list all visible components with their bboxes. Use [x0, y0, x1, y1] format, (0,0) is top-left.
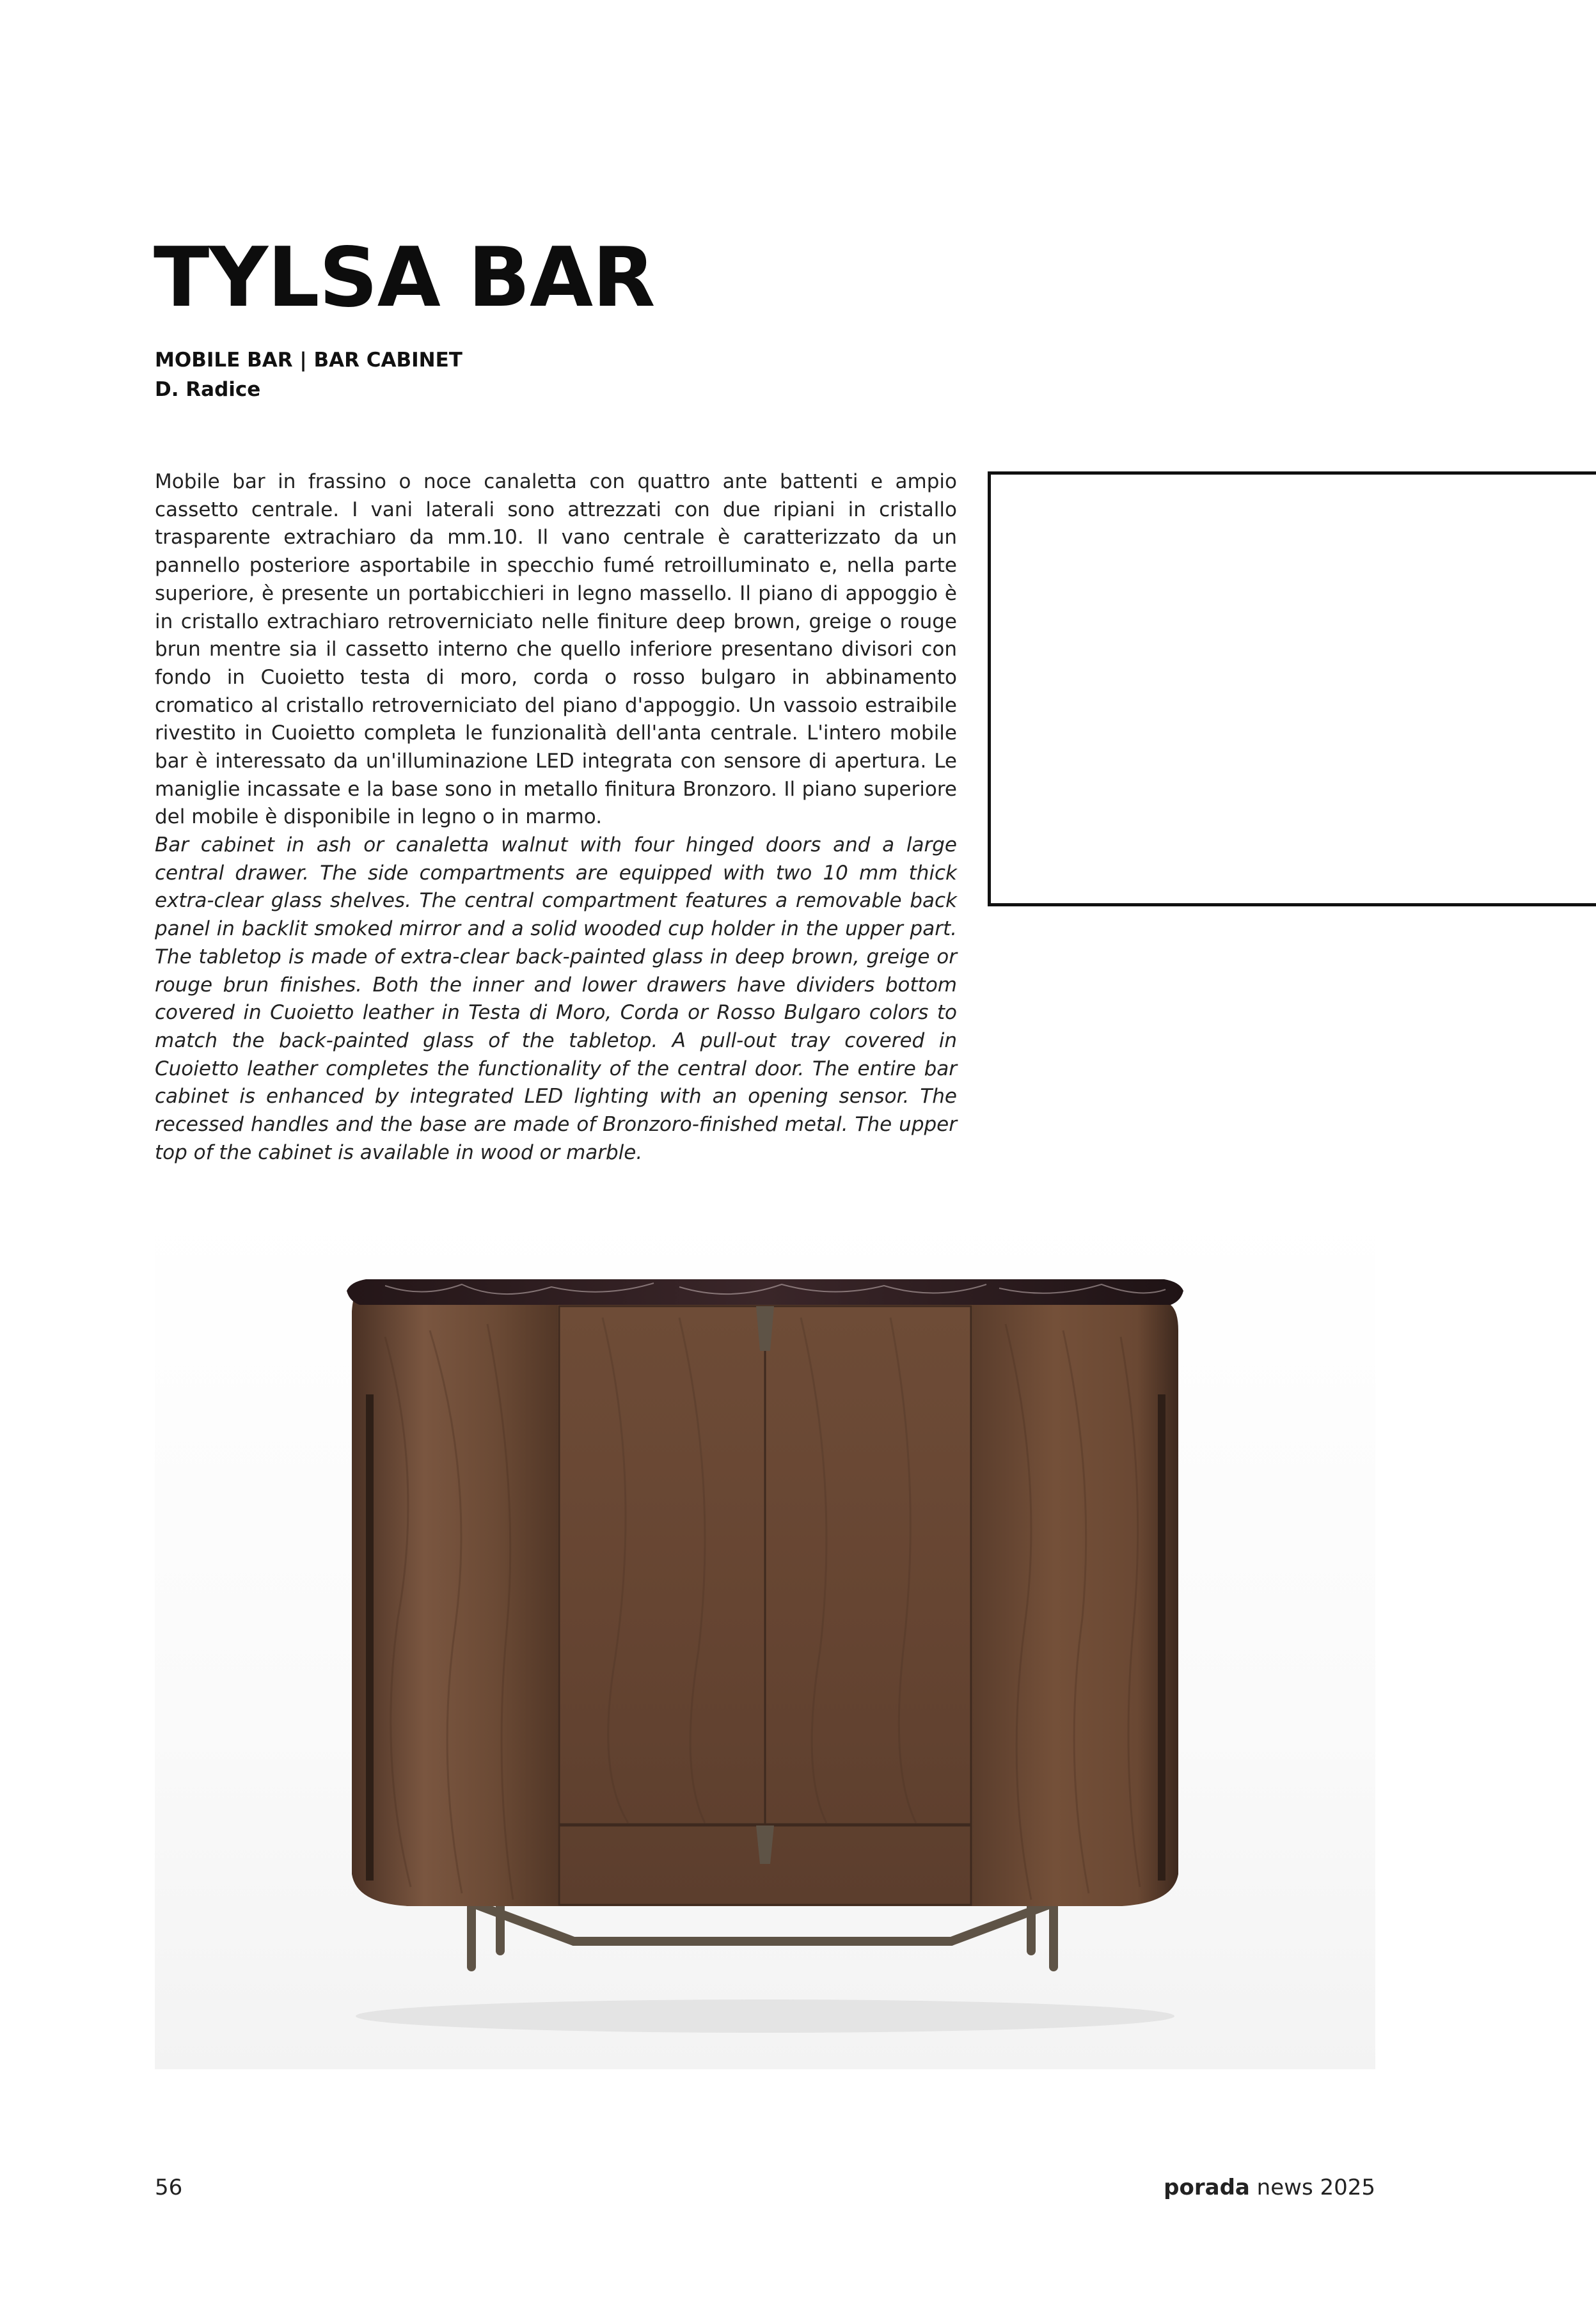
- floor-shadow: [356, 1999, 1174, 2033]
- cabinet-left-side: [352, 1292, 558, 1906]
- product-photo: [155, 1209, 1375, 2069]
- metal-base: [471, 1897, 1054, 1967]
- bar-cabinet-illustration: [155, 1209, 1375, 2069]
- description-italian: Mobile bar in frassino o noce canaletta con quattro ante battenti e ampio cassetto centrale. I vani laterali sono attrezzati con due ripiani in cristallo trasparente extrachiaro da mm.10. Il vano centrale è caratterizzato da un pannello posteriore asportabile in specchio fumé retroilluminato e, nella parte superiore, è presente un portabicchieri in legno massello. Il piano di appoggio è in cristallo extrachiaro retroverniciato nelle finiture deep brown, greige o rouge brun mentre sia il cassetto interno che quello inferiore presentano divisori con fondo in Cuoietto testa di moro, corda o rosso bulgaro in abbinamento cromatico al cristallo retroverniciato del piano d'appoggio. Un vassoio estraibile rivestito in Cuoietto completa le funzionalità dell'anta centrale. L'intero mobile bar è interessato da un'illuminazione LED integrata con sensore di apertura. Le maniglie incassate e la base sono in metallo finitura Bronzoro. Il piano superiore del mobile è disponibile in legno o in marmo.: [155, 470, 957, 829]
- image-placeholder-frame: [988, 471, 1596, 906]
- product-designer: D. Radice: [155, 378, 261, 401]
- product-subtitle: [155, 345, 462, 404]
- brand-name: porada: [1164, 2175, 1250, 2200]
- right-side-handle: [1158, 1394, 1165, 1881]
- footer-publication: [1164, 2175, 1375, 2200]
- product-category: MOBILE BAR | BAR CABINET: [155, 349, 462, 372]
- page-title: TYLSA BAR: [154, 230, 655, 326]
- page-number: 56: [155, 2175, 183, 2200]
- description-english: Bar cabinet in ash or canaletta walnut with four hinged doors and a large central drawer. The side compartments are equipped with two 10 mm thick extra-clear glass shelves. The central compartment features a removable back panel in backlit smoked mirror and a solid wooded cup holder in the upper part. The tabletop is made of extra-clear back-painted glass in deep brown, greige or rouge brun finishes. Both the inner and lower drawers have dividers bottom covered in Cuoietto leather in Testa di Moro, Corda or Rosso Bulgaro colors to match the back-painted glass of the tabletop. A pull-out tray covered in Cuoietto leather completes the functionality of the central door. The entire bar cabinet is enhanced by integrated LED lighting with an opening sensor. The recessed handles and the base are made of Bronzoro-finished metal. The upper top of the cabinet is available in wood or marble.: [155, 833, 957, 1164]
- left-side-handle: [366, 1394, 374, 1881]
- publication-name: news 2025: [1256, 2175, 1375, 2200]
